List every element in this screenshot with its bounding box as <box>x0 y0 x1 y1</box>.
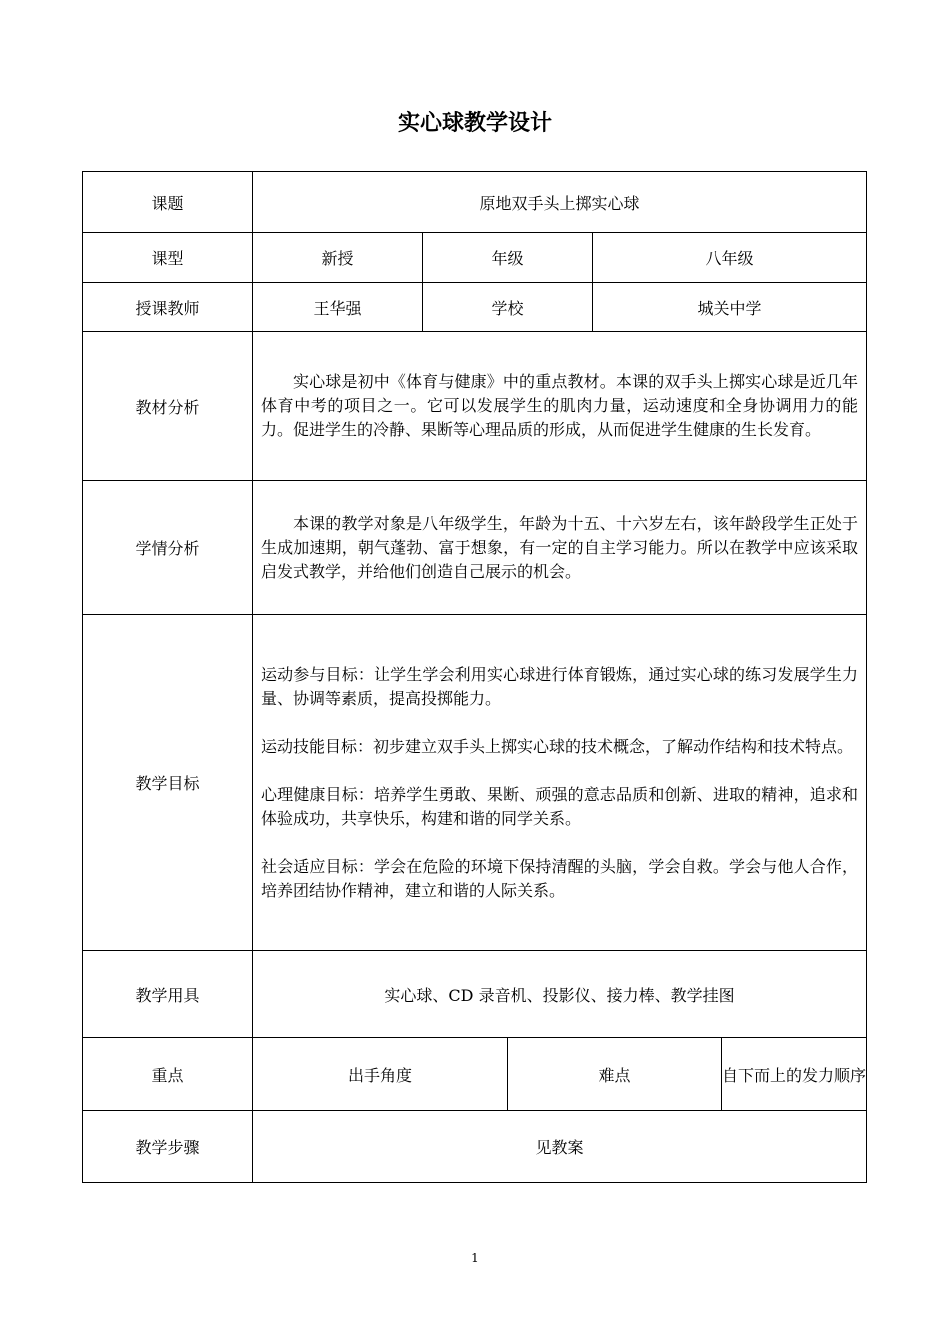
student-analysis-label: 学情分析 <box>83 481 253 615</box>
row-objectives <box>83 615 867 951</box>
row-equipment <box>83 951 867 1038</box>
equipment-value: 实心球、CD 录音机、投影仪、接力棒、教学挂图 <box>253 951 867 1038</box>
topic-label: 课题 <box>83 172 253 233</box>
material-analysis-label: 教材分析 <box>83 332 253 481</box>
difficulty-value: 自下而上的发力顺序 <box>722 1038 867 1111</box>
row-material-analysis <box>83 332 867 481</box>
material-analysis-cell <box>253 332 867 481</box>
topic-value: 原地双手头上掷实心球 <box>253 172 867 233</box>
teacher-value: 王华强 <box>253 283 423 332</box>
lesson-plan-table <box>82 171 867 1183</box>
school-label: 学校 <box>423 283 593 332</box>
objective-item: 社会适应目标：学会在危险的环境下保持清醒的头脑，学会自救。学会与他人合作，培养团结协作精神，建立和谐的人际关系。 <box>261 856 858 900</box>
equipment-label: 教学用具 <box>83 951 253 1038</box>
student-analysis-cell <box>253 481 867 615</box>
difficulty-label: 难点 <box>508 1038 722 1111</box>
teacher-label: 授课教师 <box>83 283 253 332</box>
grade-label: 年级 <box>423 233 593 283</box>
row-topic <box>83 172 867 233</box>
objective-item: 心理健康目标：培养学生勇敢、果断、顽强的意志品质和创新、进取的精神，追求和体验成功，共享快乐，构建和谐的同学关系。 <box>261 784 858 828</box>
objective-item: 运动技能目标：初步建立双手头上掷实心球的技术概念，了解动作结构和技术特点。 <box>261 736 854 756</box>
school-value: 城关中学 <box>593 283 867 332</box>
lesson-type-value: 新授 <box>253 233 423 283</box>
steps-value: 见教案 <box>253 1111 867 1183</box>
lesson-type-label: 课型 <box>83 233 253 283</box>
document-title: 实心球教学设计 <box>397 111 552 136</box>
focus-value: 出手角度 <box>253 1038 508 1111</box>
objective-item: 运动参与目标：让学生学会利用实心球进行体育锻炼，通过实心球的练习发展学生力量、协调等素质，提高投掷能力。 <box>261 664 858 708</box>
row-focus <box>83 1038 867 1111</box>
material-analysis-text: 实心球是初中《体育与健康》中的重点教材。本课的双手头上掷实心球是近几年体育中考的项目之一。它可以发展学生的肌肉力量，运动速度和全身协调用力的能力。促进学生的冷静、果断等心理品质的形成，从而促进学生健康的生长发育。 <box>261 372 858 439</box>
row-student-analysis <box>83 481 867 615</box>
objectives-cell <box>253 615 867 951</box>
grade-value: 八年级 <box>593 233 867 283</box>
objectives-label: 教学目标 <box>83 615 253 951</box>
row-steps <box>83 1111 867 1183</box>
student-analysis-text: 本课的教学对象是八年级学生，年龄为十五、十六岁左右，该年龄段学生正处于生成加速期，朝气蓬勃、富于想象，有一定的自主学习能力。所以在教学中应该采取启发式教学，并给他们创造自己展示的机会。 <box>261 513 858 581</box>
row-lesson-type <box>83 233 867 283</box>
steps-label: 教学步骤 <box>83 1111 253 1183</box>
page-number: 1 <box>471 1251 479 1265</box>
row-teacher <box>83 283 867 332</box>
focus-label: 重点 <box>83 1038 253 1111</box>
